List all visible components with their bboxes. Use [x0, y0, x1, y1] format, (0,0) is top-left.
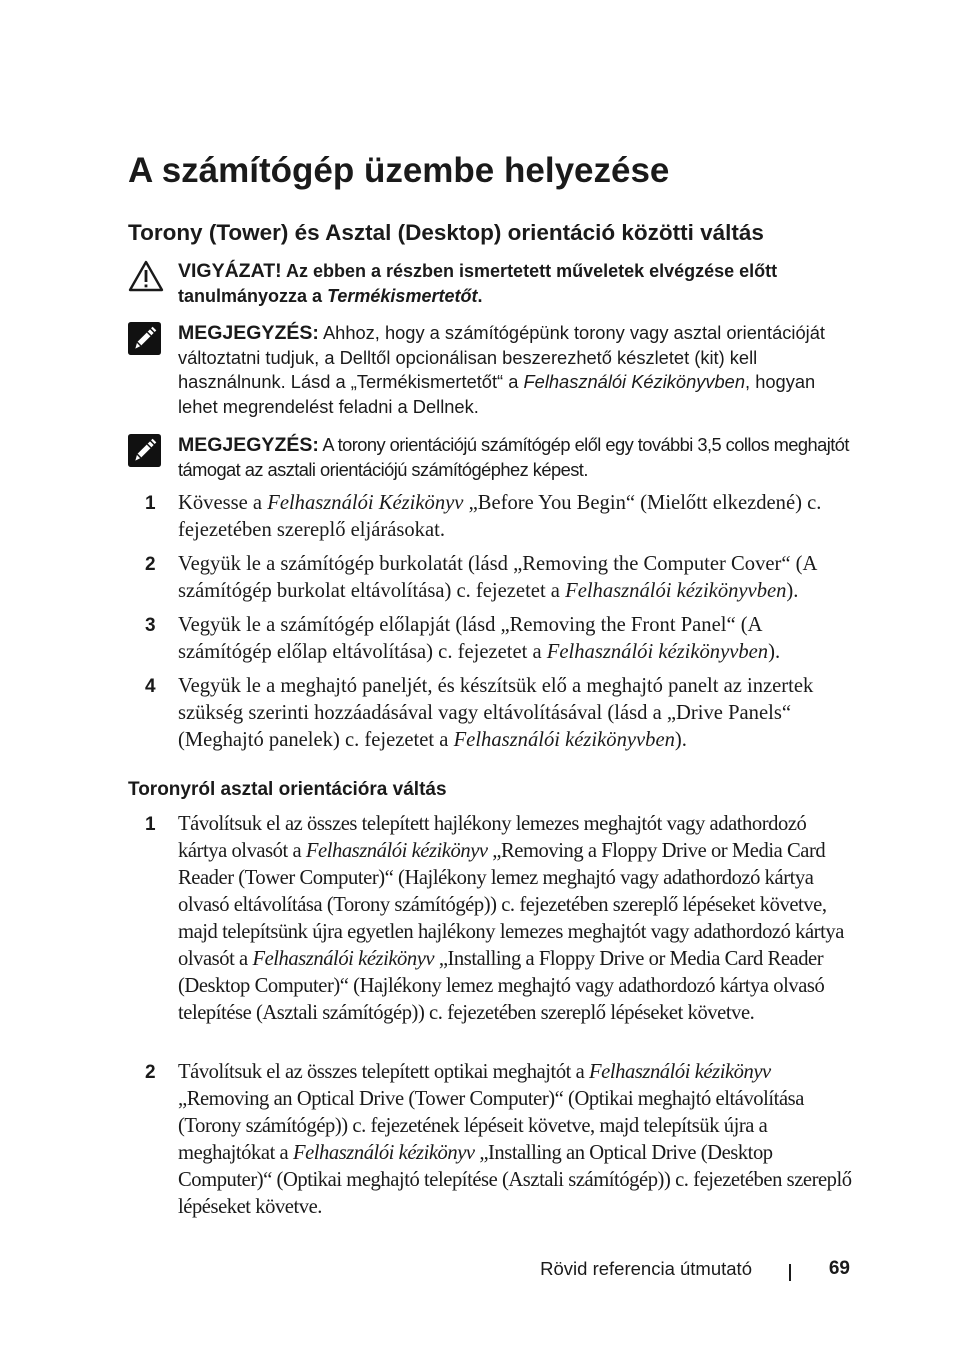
step-text-part: Távolítsuk el az összes telepített optikai meghajtót a — [178, 1061, 585, 1083]
step-text — [178, 811, 858, 1027]
list-item — [128, 551, 858, 612]
step-text — [178, 1059, 858, 1221]
note-1-italic: Felhasználói Kézikönyvben — [523, 371, 746, 392]
step-italic: Felhasználói kézikönyv — [252, 948, 435, 970]
note-pencil-icon — [128, 322, 161, 355]
step-number: 1 — [145, 493, 156, 514]
step-text-part: ). — [674, 729, 687, 751]
step-number: 3 — [145, 615, 156, 636]
caution-notice — [128, 259, 858, 313]
step-number: 2 — [145, 1062, 156, 1083]
step-text-part: ). — [768, 641, 781, 663]
step-italic: Felhasználói kézikönyvben — [546, 641, 769, 663]
step-text-part: Távolítsuk el az összes telepített hajlékony lemezes meghajtót vagy adathordozó kártya olvasót a — [178, 813, 807, 862]
list-item — [128, 490, 858, 551]
step-text-part: „Before You Begin“ (Mielőtt elkezdené) c. fejezetében szereplő eljárásokat. — [178, 492, 822, 541]
caution-text — [178, 259, 858, 308]
note-1-body: Ahhoz, hogy a számítógépünk torony vagy asztal orientációját változtatni tudjuk, a Delltől opcionálisan beszerezhető készletet (kit) kell használnunk. Lásd a „Termékismertetőt“ a — [178, 322, 825, 392]
page-number: 69 — [828, 1258, 850, 1279]
caution-label: VIGYÁZAT! — [178, 260, 282, 282]
step-italic: Felhasználói kézikönyv — [589, 1061, 771, 1083]
footer-title: Rövid referencia útmutató — [540, 1258, 752, 1279]
caution-italic: Termékismertetőt — [327, 285, 478, 306]
list-item — [128, 811, 858, 1059]
step-text-part: „Removing an Optical Drive (Tower Computer)“ (Optikai meghajtó eltávolítása (Torony számítógép)) c. fejezetének lépéseit követve, majd telepítsük újra a meghajtókat a — [178, 1088, 804, 1164]
step-text — [178, 673, 858, 754]
note-1-end: , hogyan lehet megrendelést feladni a Dellnek. — [178, 371, 816, 417]
step-text-part: Vegyük le a számítógép burkolatát (lásd „Removing the Computer Cover“ (A számítógép burkolat eltávolítása) c. fejezetet a — [178, 553, 817, 602]
steps-list — [128, 490, 858, 754]
step-text-part: ). — [786, 580, 799, 602]
note-2-body: A torony orientációjú számítógép elől egy további 3,5 collos meghajtót támogat az asztali orientációjú számítógéphez képest. — [178, 434, 849, 480]
step-italic: Felhasználói kézikönyv — [292, 1142, 475, 1164]
step-text-part: Kövesse a — [178, 492, 263, 514]
list-item — [128, 612, 858, 673]
note-1-label: MEGJEGYZÉS: — [178, 322, 319, 344]
steps-list-2 — [128, 811, 858, 1225]
step-italic: Felhasználói Kézikönyv — [267, 492, 464, 514]
note-1 — [128, 321, 858, 421]
step-text — [178, 612, 858, 666]
page-title: A számítógép üzembe helyezése — [128, 151, 670, 190]
caution-body: Az ebben a részben ismertetett műveletek elvégzése előtt tanulmányozza a — [178, 261, 778, 306]
step-number: 4 — [145, 676, 156, 697]
note-pencil-icon — [128, 434, 161, 467]
step-number: 1 — [145, 814, 156, 835]
caution-end: . — [477, 285, 483, 306]
note-2-label: MEGJEGYZÉS: — [178, 434, 319, 456]
step-text-part: Vegyük le a meghajtó paneljét, és készítsük elő a meghajtó panelt az inzertek szükség szerinti hozzáadásával vagy eltávolításával (lásd a „Drive Panels“ (Meghajtó panelek) c. fejezetet a — [178, 675, 814, 751]
warning-triangle-icon — [128, 259, 164, 295]
step-italic: Felhasználói kézikönyv — [305, 840, 488, 862]
footer-separator — [789, 1264, 791, 1281]
section-heading: Torony (Tower) és Asztal (Desktop) orientáció közötti váltás — [128, 220, 764, 245]
step-number: 2 — [145, 554, 156, 575]
note-2 — [128, 433, 858, 485]
step-text-part: „Installing an Optical Drive (Desktop Computer)“ (Optikai meghajtó telepítése (Asztali számítógép)) c. fejezetében szereplő lépéseket követve. — [178, 1142, 852, 1218]
step-text — [178, 490, 858, 544]
subsection-heading: Toronyról asztal orientációra váltás — [128, 779, 447, 800]
page-footer — [0, 1256, 954, 1286]
step-italic: Felhasználói kézikönyvben — [565, 580, 787, 602]
step-text — [178, 551, 858, 605]
list-item — [128, 673, 858, 754]
step-italic: Felhasználói kézikönyvben — [453, 729, 675, 751]
note-1-text — [178, 321, 858, 419]
step-text-part: Vegyük le a számítógép előlapját (lásd „Removing the Front Panel“ (A számítógép előlap eltávolítása) c. fejezetet a — [178, 614, 762, 663]
step-text-part: „Installing a Floppy Drive or Media Card Reader (Desktop Computer)“ (Hajlékony lemez meghajtó vagy adathordozó kártya olvasó telepítése (Asztali számítógép)) c. fejezetében szereplő lépéseket követve. — [178, 948, 825, 1024]
note-2-text — [178, 433, 858, 482]
list-item — [128, 1059, 858, 1225]
step-text-part: „Removing a Floppy Drive or Media Card Reader (Tower Computer)“ (Hajlékony lemez meghajtó vagy adathordozó kártya olvasó eltávolítása (Torony számítógép)) c. fejezetében szereplő lépéseket követve, majd telepítsünk újra egyetlen hajlékony lemezes meghajtót vagy adathordozó kártya olvasót a — [178, 840, 844, 970]
